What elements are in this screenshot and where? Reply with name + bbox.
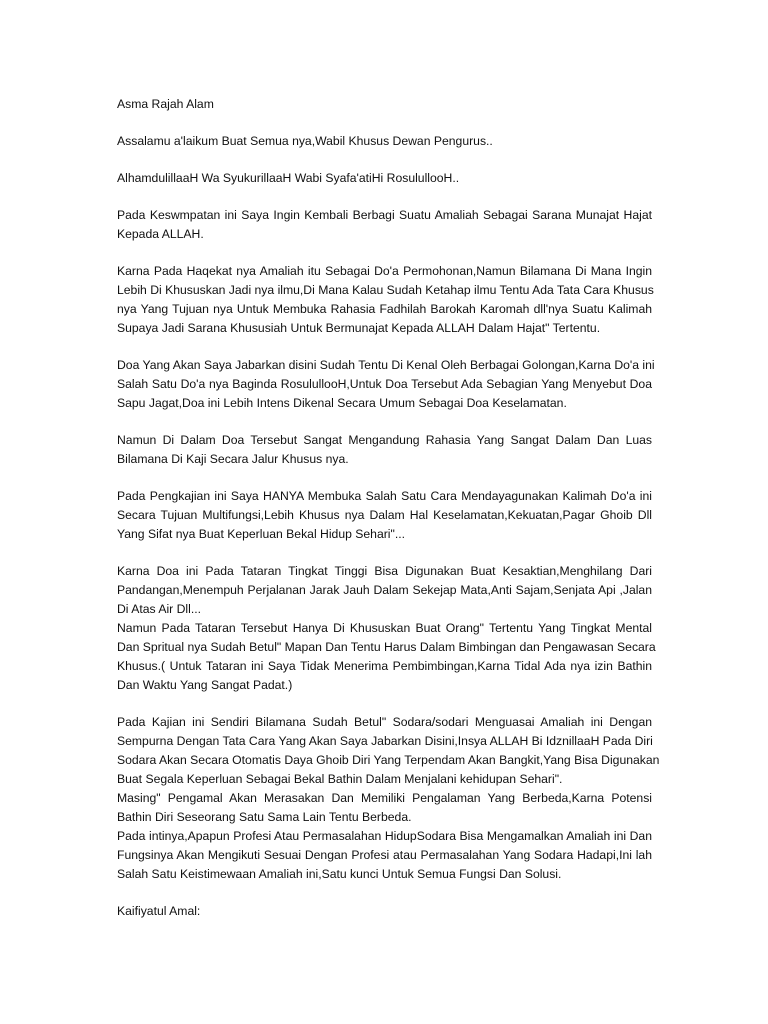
text-line: Secara Tujuan Multifungsi,Lebih Khusus nya Dalam Hal Keselamatan,Kekuatan,Pagar Ghoib Dll xyxy=(117,508,652,522)
text-line: Sodara Akan Secara Otomatis Daya Ghoib Diri Yang Terpendam Akan Bangkit,Yang Bisa Digunakan xyxy=(117,753,660,767)
paragraph xyxy=(117,902,652,921)
text-line: Pada Keswmpatan ini Saya Ingin Kembali Berbagi Suatu Amaliah Sebagai Sarana Munajat Hajat xyxy=(117,208,652,222)
text-line: Pada intinya,Apapun Profesi Atau Permasalahan HidupSodara Bisa Mengamalkan Amaliah ini Dan xyxy=(117,829,652,843)
text-line: Pandangan,Menempuh Perjalanan Jarak Jauh Dalam Sekejap Mata,Anti Sajam,Senjata Api ,Jalan xyxy=(117,583,652,597)
text-line: Bilamana Di Kaji Secara Jalur Khusus nya. xyxy=(117,452,349,466)
text-line: AlhamdulillaaH Wa SyukurillaaH Wabi Syafa'atiHi RosulullooH.. xyxy=(117,171,460,185)
text-line: Dan Waktu Yang Sangat Padat.) xyxy=(117,678,293,692)
text-line: Pada Kajian ini Sendiri Bilamana Sudah Betul" Sodara/sodari Menguasai Amaliah ini Dengan xyxy=(117,715,652,729)
text-line: Pada Pengkajian ini Saya HANYA Membuka Salah Satu Cara Mendayagunakan Kalimah Do'a ini xyxy=(117,489,652,503)
text-line: Salah Satu Do'a nya Baginda RosulullooH,Untuk Doa Tersebut Ada Sebagian Yang Menyebut Doa xyxy=(117,377,652,391)
paragraph xyxy=(117,132,652,151)
text-line: Salah Satu Keistimewaan Amaliah ini,Satu kunci Untuk Semua Fungsi Dan Solusi. xyxy=(117,867,562,881)
text-line: Namun Pada Tataran Tersebut Hanya Di Khususkan Buat Orang" Tertentu Yang Tingkat Mental xyxy=(117,621,652,635)
paragraph xyxy=(117,713,660,789)
text-line: Dan Spritual nya Sudah Betul" Mapan Dan Tentu Harus Dalam Bimbingan dan Pengawasan Secara xyxy=(117,640,656,654)
text-line: Fungsinya Akan Mengikuti Sesuai Dengan Profesi atau Permasalahan Yang Sodara Hadapi,Ini lah xyxy=(117,848,652,862)
text-line: Di Atas Air Dll... xyxy=(117,602,201,616)
text-line: Lebih Di Khususkan Jadi nya ilmu,Di Mana Kalau Sudah Ketahap ilmu Tentu Ada Tata Cara Khusus xyxy=(117,283,654,297)
paragraph xyxy=(117,619,656,695)
paragraph xyxy=(117,206,652,244)
text-line: Kepada ALLAH. xyxy=(117,227,204,241)
document-page xyxy=(117,95,660,921)
text-line: Kaifiyatul Amal: xyxy=(117,904,201,918)
paragraph xyxy=(117,356,655,413)
text-line: Supaya Jadi Sarana Khususiah Untuk Bermunajat Kepada ALLAH Dalam Hajat" Tertentu. xyxy=(117,321,601,335)
text-line: Masing" Pengamal Akan Merasakan Dan Memiliki Pengalaman Yang Berbeda,Karna Potensi xyxy=(117,791,652,805)
paragraph xyxy=(117,262,652,338)
paragraph xyxy=(117,487,652,544)
paragraph xyxy=(117,562,652,619)
text-line: Bathin Diri Seseorang Satu Sama Lain Tentu Berbeda. xyxy=(117,810,412,824)
text-line: nya Yang Tujuan nya Untuk Membuka Rahasia Fadhilah Barokah Karomah dll'nya Suatu Kalimah xyxy=(117,302,652,316)
text-line: Sapu Jagat,Doa ini Lebih Intens Dikenal Secara Umum Sebagai Doa Keselamatan. xyxy=(117,396,567,410)
text-line: Namun Di Dalam Doa Tersebut Sangat Mengandung Rahasia Yang Sangat Dalam Dan Luas xyxy=(117,433,652,447)
paragraph xyxy=(117,789,652,827)
paragraph xyxy=(117,431,652,469)
text-line: Yang Sifat nya Buat Keperluan Bekal Hidup Sehari"... xyxy=(117,527,405,541)
text-line: Assalamu a'laikum Buat Semua nya,Wabil Khusus Dewan Pengurus.. xyxy=(117,134,493,148)
text-line: Karna Pada Haqekat nya Amaliah itu Sebagai Do'a Permohonan,Namun Bilamana Di Mana Ingin xyxy=(117,264,652,278)
document-title xyxy=(117,95,652,114)
text-line: Khusus.( Untuk Tataran ini Saya Tidak Menerima Pembimbingan,Karna Tidal Ada nya izin Bathin xyxy=(117,659,652,673)
text-line: Karna Doa ini Pada Tataran Tingkat Tinggi Bisa Digunakan Buat Kesaktian,Menghilang Dari xyxy=(117,564,652,578)
paragraph xyxy=(117,169,652,188)
text-line: Buat Segala Keperluan Sebagai Bekal Bathin Dalam Menjalani kehidupan Sehari". xyxy=(117,772,563,786)
paragraph xyxy=(117,827,652,884)
text-line: Doa Yang Akan Saya Jabarkan disini Sudah Tentu Di Kenal Oleh Berbagai Golongan,Karna Do'a ini xyxy=(117,358,655,372)
text-line: Sempurna Dengan Tata Cara Yang Akan Saya Jabarkan Disini,Insya ALLAH Bi IdznillaaH Pada Diri xyxy=(117,734,653,748)
text-line: Asma Rajah Alam xyxy=(117,97,214,111)
